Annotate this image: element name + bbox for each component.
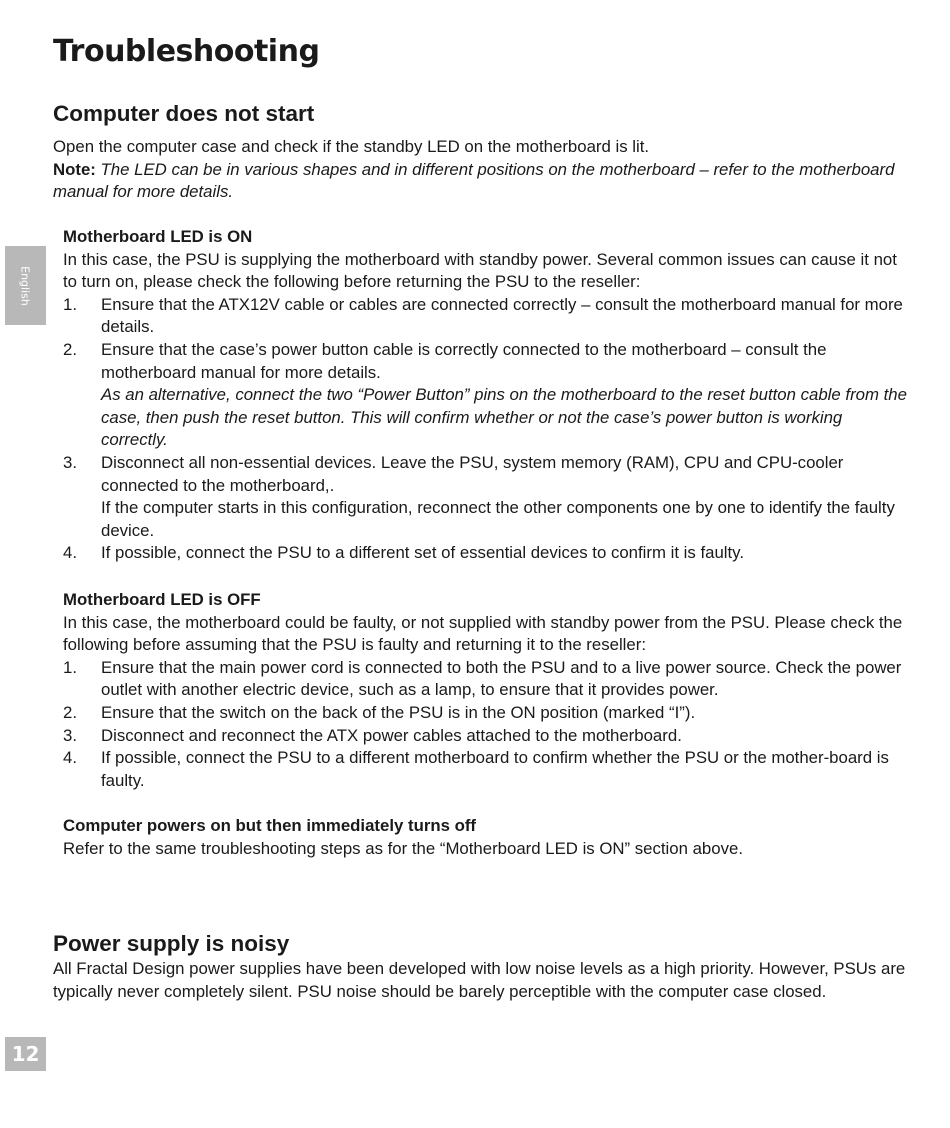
language-tab (5, 246, 46, 325)
subsection-intro: In this case, the motherboard could be faulty, or not supplied with standby power from the PSU. Please check the following before assuming that the PSU is faulty and returning it to the reseller: (63, 612, 903, 655)
section-intro: Open the computer case and check if the standby LED on the motherboard is lit. (53, 137, 650, 156)
section-heading: Power supply is noisy (53, 931, 290, 956)
subsection-intro: In this case, the PSU is supplying the motherboard with standby power. Several common issues can cause it not to turn on, please check the following before returning the PSU to the reseller: (63, 249, 897, 292)
list-item (63, 747, 913, 792)
section-text: All Fractal Design power supplies have been developed with low noise levels as a high priority. However, PSUs are typically never completely silent. PSU noise should be barely perceptible with the computer case closed. (53, 959, 906, 1001)
list-item (63, 702, 913, 725)
list-item (63, 725, 913, 748)
page-title: Troubleshooting (53, 34, 320, 69)
subsection-turns-off (63, 815, 913, 860)
subsection-led-on (63, 226, 913, 565)
step-text: Ensure that the ATX12V cable or cables are connected correctly – consult the motherboard manual for more details. (101, 294, 903, 337)
step-text: Ensure that the main power cord is connected to both the PSU and to a live power source. Check the power outlet with another electric device, such as a lamp, to ensure that it provides power. (101, 657, 902, 700)
step-text: Disconnect all non-essential devices. Leave the PSU, system memory (RAM), CPU and CPU-cooler connected to the motherboard,. (101, 452, 844, 495)
subsection-led-off (63, 589, 913, 792)
list-item (63, 657, 913, 702)
step-number: 3. (63, 725, 77, 745)
subsection-heading: Motherboard LED is ON (63, 227, 253, 246)
note-text: The LED can be in various shapes and in different positions on the motherboard – refer to the motherboard manual for more details. (53, 159, 895, 201)
step-number: 4. (63, 543, 77, 563)
step-number: 2. (63, 339, 77, 359)
list-item (63, 339, 913, 452)
steps-list (63, 657, 913, 793)
step-text: Ensure that the case’s power button cable is correctly connected to the motherboard – consult the motherboard manual for more details. (101, 339, 827, 382)
note-paragraph (53, 159, 913, 204)
section-heading: Computer does not start (53, 101, 315, 126)
section-power-supply-noisy (53, 930, 913, 1003)
step-extra: If the computer starts in this configuration, reconnect the other components one by one to identify the faulty device. (101, 498, 895, 540)
step-text: Ensure that the switch on the back of the PSU is in the ON position (marked “I”). (101, 702, 696, 722)
list-item (63, 452, 913, 542)
step-number: 1. (63, 294, 77, 314)
step-number: 3. (63, 452, 77, 472)
step-number: 4. (63, 748, 77, 768)
page-number: 12 (5, 1037, 46, 1071)
step-number: 1. (63, 657, 77, 677)
list-item (63, 542, 913, 565)
note-label: Note: (53, 159, 96, 179)
section-computer-does-not-start (53, 100, 913, 204)
step-text: If possible, connect the PSU to a different set of essential devices to confirm it is faulty. (101, 543, 744, 563)
language-tab-label: English (18, 266, 32, 306)
subsection-heading: Computer powers on but then immediately turns off (63, 816, 477, 835)
list-item (63, 294, 913, 339)
subsection-heading: Motherboard LED is OFF (63, 590, 261, 609)
step-number: 2. (63, 702, 77, 722)
step-alternative: As an alternative, connect the two “Power Button” pins on the motherboard to the reset button cable from the case, then push the reset button. This will confirm whether or not the case’s power button is working correctly. (101, 385, 907, 450)
step-text: If possible, connect the PSU to a different motherboard to confirm whether the PSU or the mother-board is faulty. (101, 748, 889, 790)
steps-list (63, 294, 913, 565)
subsection-text: Refer to the same troubleshooting steps as for the “Motherboard LED is ON” section above. (63, 838, 743, 858)
step-text: Disconnect and reconnect the ATX power cables attached to the motherboard. (101, 725, 682, 745)
